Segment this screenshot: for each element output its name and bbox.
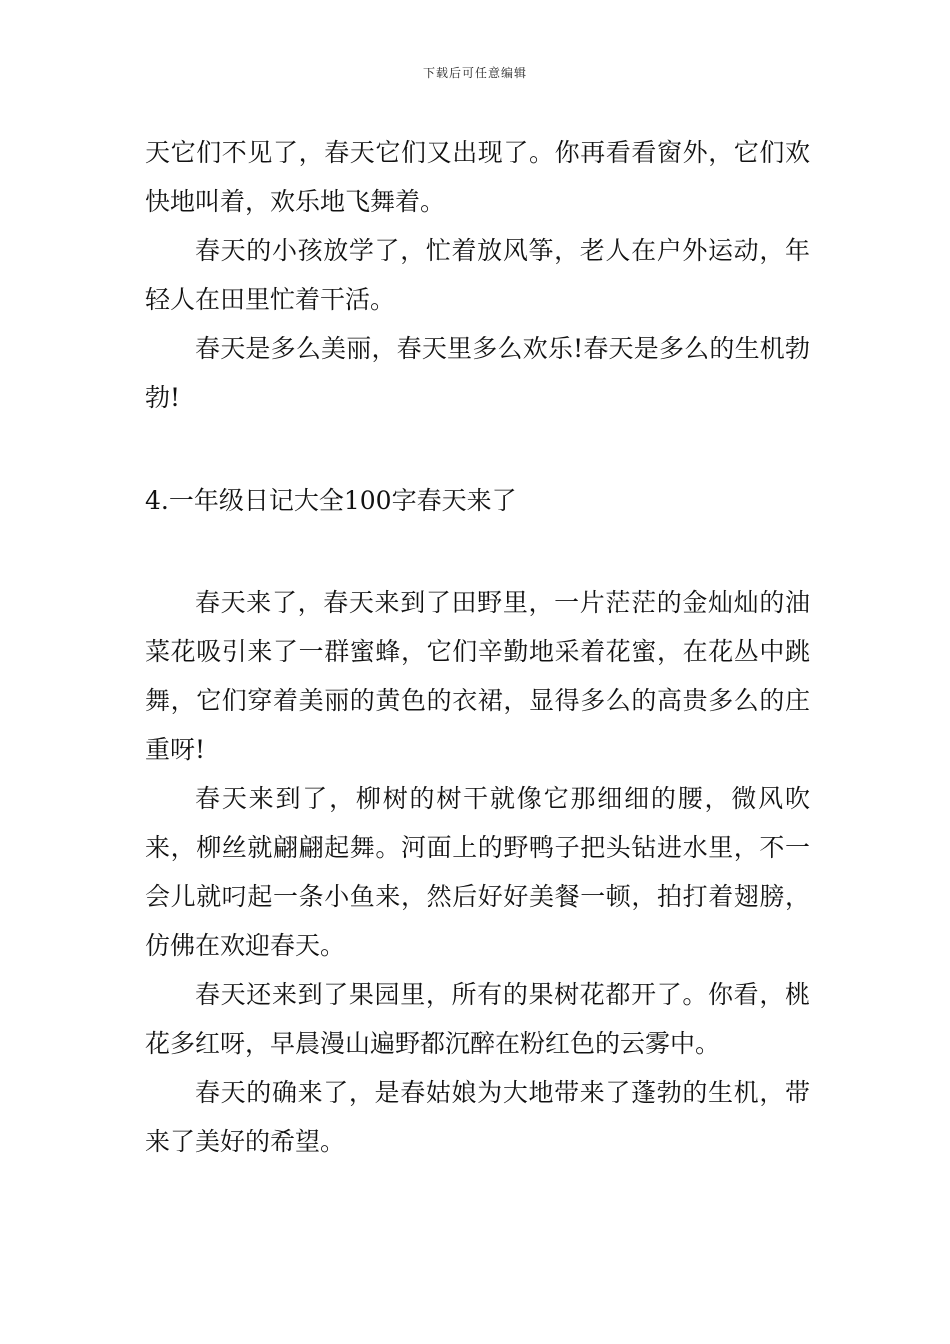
- paragraph: 春天来了，春天来到了田野里，一片茫茫的金灿灿的油菜花吸引来了一群蜜蜂，它们辛勤地采着花蜜，在花丛中跳舞，它们穿着美丽的黄色的衣裙，显得多么的高贵多么的庄重呀!: [145, 588, 810, 764]
- paragraph: 春天是多么美丽，春天里多么欢乐!春天是多么的生机勃勃!: [145, 334, 810, 412]
- text-section-top: [145, 128, 810, 422]
- text-section-bottom: [145, 578, 810, 1166]
- paragraph: 天它们不见了，春天它们又出现了。你再看看窗外，它们欢快地叫着，欢乐地飞舞着。: [145, 138, 810, 216]
- paragraph: 春天的确来了，是春姑娘为大地带来了蓬勃的生机，带来了美好的希望。: [145, 1078, 810, 1156]
- paragraph: 春天来到了，柳树的树干就像它那细细的腰，微风吹来，柳丝就翩翩起舞。河面上的野鸭子把头钻进水里，不一会儿就叼起一条小鱼来，然后好好美餐一顿，拍打着翅膀，仿佛在欢迎春天。: [145, 784, 810, 960]
- section-heading: 4.一年级日记大全100字春天来了: [145, 486, 517, 515]
- paragraph: 春天的小孩放学了，忙着放风筝，老人在户外运动，年轻人在田里忙着干活。: [145, 236, 810, 314]
- paragraph: 春天还来到了果园里，所有的果树花都开了。你看，桃花多红呀，早晨漫山遍野都沉醉在粉红色的云雾中。: [145, 980, 810, 1058]
- page-header: 下载后可任意编辑: [422, 66, 527, 80]
